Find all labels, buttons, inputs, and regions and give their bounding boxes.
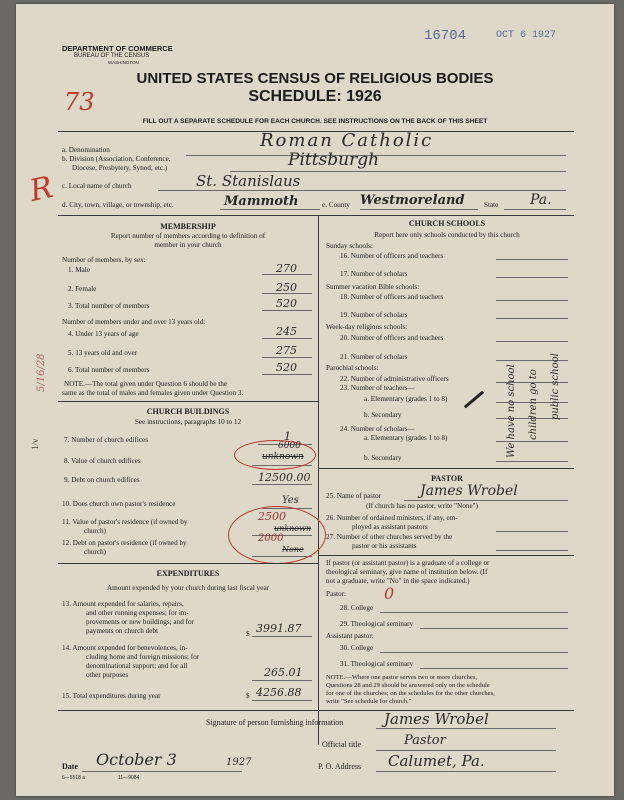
expenditures-subheading: Amount expended by your church during last fiscal year: [106, 584, 270, 592]
pastor-name-value: James Wrobel: [420, 483, 518, 499]
total-expenditures-value: 4256.88: [256, 686, 302, 699]
state-label: State: [484, 201, 499, 209]
edifice-value-struck: unknown: [262, 452, 304, 462]
school-row-18: 18. Number of officers and teachers: [340, 293, 444, 301]
benevolences-label-3: denominational support; and for all: [86, 662, 188, 670]
female-value: 250: [276, 281, 297, 294]
division-label-2: Diocese, Presbytery, Synod, etc.): [72, 164, 168, 172]
school-row-16: 16. Number of officers and teachers: [340, 252, 444, 260]
pastor-college-value: 0: [384, 584, 395, 603]
signature-label: Signature of person furnishing information: [206, 718, 344, 727]
print-code: 11—9084: [118, 775, 140, 781]
school-row-23b: b. Secondary: [364, 411, 402, 419]
edifice-debt-value: 12500.00: [258, 471, 311, 484]
school-row-17: 17. Number of scholars: [340, 270, 408, 278]
over-13-value: 275: [276, 344, 297, 357]
form-instruction: FILL OUT A SEPARATE SCHEDULE FOR EACH CHURCH. SEE INSTRUCTIONS ON THE BACK OF THIS SHEET: [142, 118, 488, 125]
running-expenses-label-3: provements or new buildings; and for: [86, 618, 194, 626]
form-title: UNITED STATES CENSUS OF RELIGIOUS BODIES: [136, 70, 494, 87]
school-row-23a: a. Elementary (grades 1 to 8): [364, 395, 448, 403]
dollar-sign: $: [246, 630, 250, 638]
school-row-23: 23. Number of teachers—: [340, 384, 415, 392]
under-13-label: 4. Under 13 years of age: [68, 330, 139, 338]
school-note-3: public school: [550, 353, 561, 420]
benevolences-label: 14. Amount expended for benevolences, in-: [62, 644, 188, 652]
owns-residence-value: Yes: [282, 495, 299, 506]
other-churches-label: 27. Number of other churches served by the: [326, 533, 453, 541]
assistant-pastor-subheading: Assistant pastor:: [326, 632, 374, 640]
membership-intro-2: member in your church: [154, 241, 222, 249]
local-name-label: c. Local name of church: [62, 182, 132, 190]
members-by-age-label: Number of members under and over 13 years old:: [62, 318, 206, 326]
residence-debt-struck: None: [282, 545, 304, 554]
other-churches-label-2: pastor or his assistants: [352, 542, 417, 550]
membership-note: NOTE.—The total given under Question 6 should be the: [64, 380, 228, 388]
sunday-schools-label: Sunday schools:: [326, 242, 373, 250]
bureau-name: BUREAU OF THE CENSUS: [74, 53, 150, 59]
pastor-name-label: 25. Name of pastor: [326, 492, 382, 500]
dollar-sign: $: [246, 692, 250, 700]
buildings-subheading: See instructions, paragraphs 10 to 12: [134, 418, 242, 426]
division-label: b. Division (Association, Conference,: [62, 155, 171, 163]
margin-number-73: 73: [64, 88, 95, 116]
school-row-20: 20. Number of officers and teachers: [340, 334, 444, 342]
members-by-sex-label: Number of members, by sex:: [62, 256, 146, 264]
county-label: e. County: [322, 201, 350, 209]
residence-value: 2500: [258, 510, 286, 523]
edifice-value: 6000: [278, 441, 301, 451]
residence-value-struck: unknown: [274, 524, 312, 533]
total-members-value: 520: [276, 297, 297, 310]
school-row-24: 24. Number of scholars—: [340, 425, 415, 433]
running-expenses-value: 3991.87: [256, 622, 302, 635]
bureau-city: WASHINGTON: [108, 60, 139, 65]
school-note-1: We have no school: [506, 364, 517, 458]
pastor-note-3: for one of the churches; on the schedules for the other churches,: [326, 690, 495, 697]
schools-heading: CHURCH SCHOOLS: [408, 219, 486, 228]
school-row-24b: b. Secondary: [364, 454, 402, 462]
parochial-schools-label: Parochial schools:: [326, 364, 379, 372]
signature-value: James Wrobel: [384, 710, 489, 728]
over-13-label: 5. 13 years old and over: [68, 349, 138, 357]
red-circle-annotation: [234, 440, 316, 470]
pastor-heading: PASTOR: [431, 474, 463, 483]
running-expenses-label: 13. Amount expended for salaries, repairs,: [62, 600, 184, 608]
total-members-label: 3. Total number of members: [68, 302, 150, 310]
residence-debt-label-2: church): [84, 548, 106, 556]
church-edifices-label: 7. Number of church edifices: [64, 436, 149, 444]
city-value: Mammoth: [224, 194, 299, 209]
schedule-title: SCHEDULE: 1926: [248, 88, 382, 105]
pastor-college-label: 28. College: [340, 604, 374, 612]
county-value: Westmoreland: [360, 193, 465, 208]
membership-note-2: same as the total of males and females given under Question 3.: [62, 389, 244, 397]
college-note-3: not a graduate, write "No" in the space indicated.): [326, 577, 470, 585]
school-row-21: 21. Number of scholars: [340, 353, 408, 361]
schools-subheading: Report here only schools conducted by this church: [374, 231, 520, 239]
official-title-value: Pastor: [404, 733, 446, 748]
church-edifices-value: 1: [284, 430, 291, 443]
school-row-19: 19. Number of scholars: [340, 311, 408, 319]
pastor-name-note: (If church has no pastor, write "None"): [366, 502, 478, 510]
denomination-label: a. Denomination: [62, 146, 110, 154]
total-expenditures-label: 15. Total expenditures during year: [62, 692, 161, 700]
running-expenses-label-4: payments on church debt: [86, 627, 159, 635]
division-value: Pittsburgh: [288, 150, 380, 170]
edifice-debt-label: 9. Debt on church edifices: [64, 476, 140, 484]
pastor-seminary-label: 29. Theological seminary: [340, 620, 414, 628]
expenditures-heading: EXPENDITURES: [156, 569, 220, 578]
assistant-college-label: 30. College: [340, 644, 374, 652]
department-name: DEPARTMENT OF COMMERCE: [62, 44, 173, 53]
assistant-ministers-label-2: ployed as assistant pastors: [352, 523, 428, 531]
summer-schools-label: Summer vacation Bible schools:: [326, 283, 420, 291]
margin-letter-r: R: [26, 170, 56, 209]
weekday-schools-label: Week-day religious schools:: [326, 323, 408, 331]
school-note-2: children go to: [528, 369, 539, 440]
stamp-number: 16704: [424, 28, 467, 44]
red-circle-annotation: [228, 506, 326, 564]
benevolences-label-2: cluding home and foreign missions; for: [86, 653, 200, 661]
school-row-22: 22. Number of administrative officers: [340, 375, 449, 383]
official-title-label: Official title: [322, 740, 362, 749]
denomination-value: Roman Catholic: [260, 130, 434, 151]
pastor-note: NOTE.—Where one pastor serves two or more churches,: [326, 674, 478, 681]
benevolences-value: 265.01: [264, 666, 303, 679]
college-note-2: theological seminary, give name of institution below. (If: [326, 568, 488, 576]
assistant-ministers-label: 26. Number of ordained ministers, if any, em-: [326, 514, 458, 522]
date-label: Date: [62, 762, 78, 771]
benevolences-label-4: other purposes: [86, 671, 129, 679]
state-value: Pa.: [530, 192, 552, 208]
pastor-note-2: Questions 28 and 29 should be answered only on the schedule: [326, 682, 490, 689]
male-value: 270: [276, 262, 297, 275]
residence-debt-value: 2000: [258, 533, 284, 544]
date-year: 1927: [226, 757, 252, 768]
form-code: 6—5518 a: [62, 775, 86, 781]
pastor-subheading: Pastor:: [326, 590, 346, 598]
running-expenses-label-2: and other running expenses; for im-: [86, 609, 189, 617]
local-name-value: St. Stanislaus: [196, 172, 301, 190]
edifice-value-label: 8. Value of church edifices: [64, 457, 141, 465]
buildings-heading: CHURCH BUILDINGS: [146, 407, 230, 416]
residence-value-label: 11. Value of pastor's residence (if owned by: [62, 518, 188, 526]
residence-debt-label: 12. Debt on pastor's residence (if owned by: [62, 539, 187, 547]
margin-date: 5/16/28: [36, 353, 47, 392]
school-row-24a: a. Elementary (grades 1 to 8): [364, 434, 448, 442]
assistant-seminary-label: 31. Theological seminary: [340, 660, 414, 668]
male-label: 1. Male: [68, 266, 90, 274]
college-note: If pastor (or assistant pastor) is a graduate of a college or: [326, 559, 490, 567]
pastor-note-4: write "See schedule for church.": [326, 698, 412, 705]
total-by-age-value: 520: [276, 361, 297, 374]
stamp-date: OCT 6 1927: [496, 30, 557, 41]
membership-heading: MEMBERSHIP: [160, 222, 216, 231]
margin-check-mark: 1/v: [30, 438, 40, 450]
female-label: 2. Female: [68, 285, 97, 293]
membership-intro: Report number of members according to definition of: [110, 232, 266, 240]
po-address-value: Calumet, Pa.: [388, 752, 485, 770]
po-address-label: P. O. Address: [318, 762, 362, 771]
date-value: October 3: [96, 750, 177, 769]
owns-residence-label: 10. Does church own pastor's residence: [62, 500, 176, 508]
city-label: d. City, town, village, or township, etc.: [62, 201, 174, 209]
residence-value-label-2: church): [84, 527, 106, 535]
total-by-age-label: 6. Total number of members: [68, 366, 150, 374]
under-13-value: 245: [276, 325, 297, 338]
